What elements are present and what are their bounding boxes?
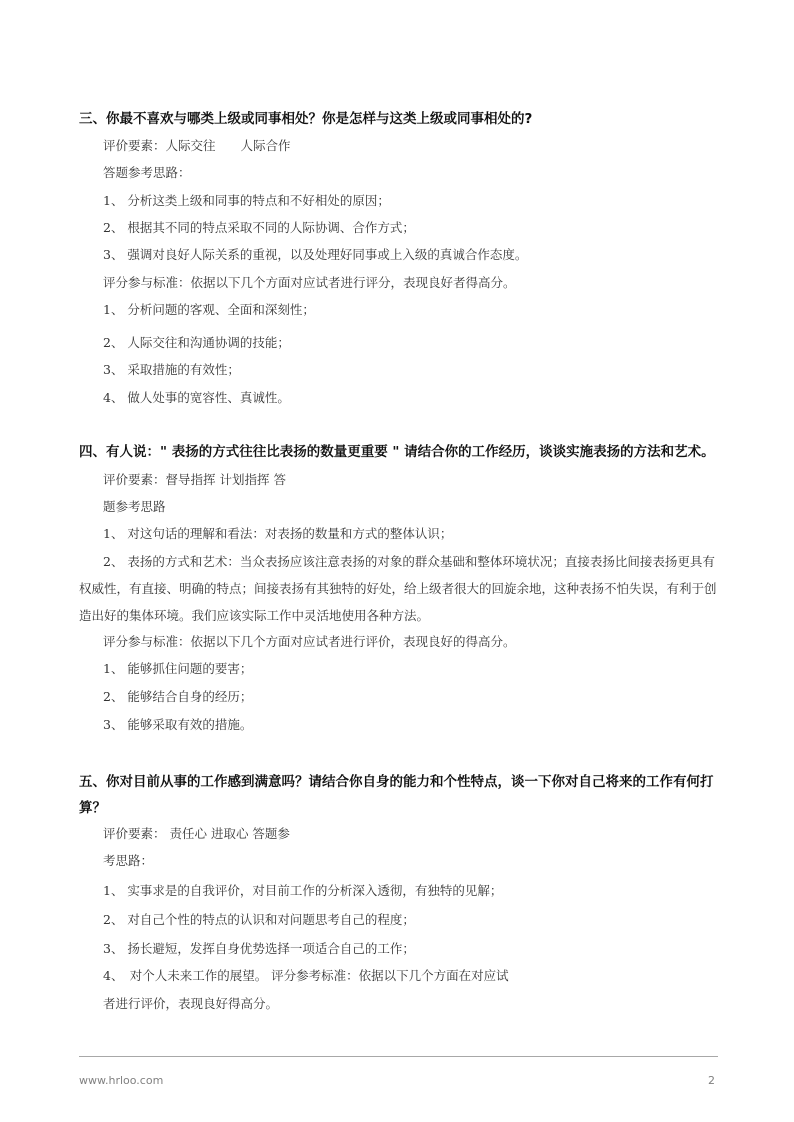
page-number: 2 xyxy=(708,1074,715,1087)
section-4-line-5: 1、 能够抓住问题的要害； xyxy=(103,661,253,676)
section-3-line-7: 1、 分析问题的客观、全面和深刻性； xyxy=(103,302,315,317)
footer-website: www.hrloo.com xyxy=(79,1074,164,1087)
section-4-line-1: 评价要素：督导指挥 计划指挥 答 xyxy=(103,472,286,487)
section-4-line-2: 题参考思路 xyxy=(103,499,166,514)
section-5-line-3: 1、 实事求是的自我评价，对目前工作的分析深入透彻，有独特的见解； xyxy=(103,883,503,898)
section-4-line-7: 3、 能够采取有效的措施。 xyxy=(103,717,253,732)
section-3-line-2: 答题参考思路： xyxy=(103,165,191,180)
section-5-line-7: 者进行评价，表现良好得高分。 xyxy=(103,996,279,1011)
section-3-line-1: 评价要素：人际交往 人际合作 xyxy=(103,138,291,153)
footer-divider xyxy=(79,1056,718,1057)
section-3-line-9: 3、 采取措施的有效性； xyxy=(103,362,240,377)
section-4-heading: 四、有人说：" 表扬的方式往往比表扬的数量更重要 " 请结合你的工作经历，谈谈实施表扬的方法和艺术。 xyxy=(79,444,715,460)
section-3-line-10: 4、 做人处事的宽容性、真诚性。 xyxy=(103,390,290,405)
section-4-line-4: 评分参与标准：依据以下几个方面对应试者进行评价，表现良好的得高分。 xyxy=(103,634,516,649)
section-3-line-8: 2、 人际交往和沟通协调的技能； xyxy=(103,335,290,350)
section-4-line-6: 2、 能够结合自身的经历； xyxy=(103,689,253,704)
section-3-heading: 三、你最不喜欢与哪类上级或同事相处？你是怎样与这类上级或同事相处的? xyxy=(79,111,533,127)
section-3-line-3: 1、 分析这类上级和同事的特点和不好相处的原因； xyxy=(103,193,390,208)
section-4-line-3: 1、 对这句话的理解和看法：对表扬的数量和方式的整体认识； xyxy=(103,526,453,541)
section-3-line-4: 2、 根据其不同的特点采取不同的人际协调、合作方式； xyxy=(103,220,415,235)
section-5-line-4: 2、 对自己个性的特点的认识和对问题思考自己的程度； xyxy=(103,912,415,927)
section-5-heading: 五、你对目前从事的工作感到满意吗？请结合你自身的能力和个性特点，谈一下你对自己将来的工作有何打算？ xyxy=(79,774,714,816)
section-5-line-6: 4、 对个人未来工作的展望。 评分参考标准：依据以下几个方面在对应试 xyxy=(103,968,509,983)
section-5-line-5: 3、 扬长避短，发挥自身优势选择一项适合自己的工作； xyxy=(103,941,415,956)
section-3-line-6: 评分参与标准：依据以下几个方面对应试者进行评分，表现良好者得高分。 xyxy=(103,275,516,290)
section-4-paragraph: 2、 表扬的方式和艺术：当众表扬应该注意表扬的对象的群众基础和整体环境状况；直接表扬比间接表扬更具有权威性，有直接、明确的特点；间接表扬有其独特的好处，给上级者很大的回旋余地，这种表扬不怕失误，有利于创造出好的集体环境。我们应该实际工作中灵活地使用各种方法。 xyxy=(79,554,717,623)
section-5-line-2: 考思路： xyxy=(103,853,154,868)
section-5-line-1: 评价要素： 责任心 进取心 答题参 xyxy=(103,826,290,841)
section-3-line-5: 3、 强调对良好人际关系的重视，以及处理好同事或上入级的真诚合作态度。 xyxy=(103,247,528,262)
